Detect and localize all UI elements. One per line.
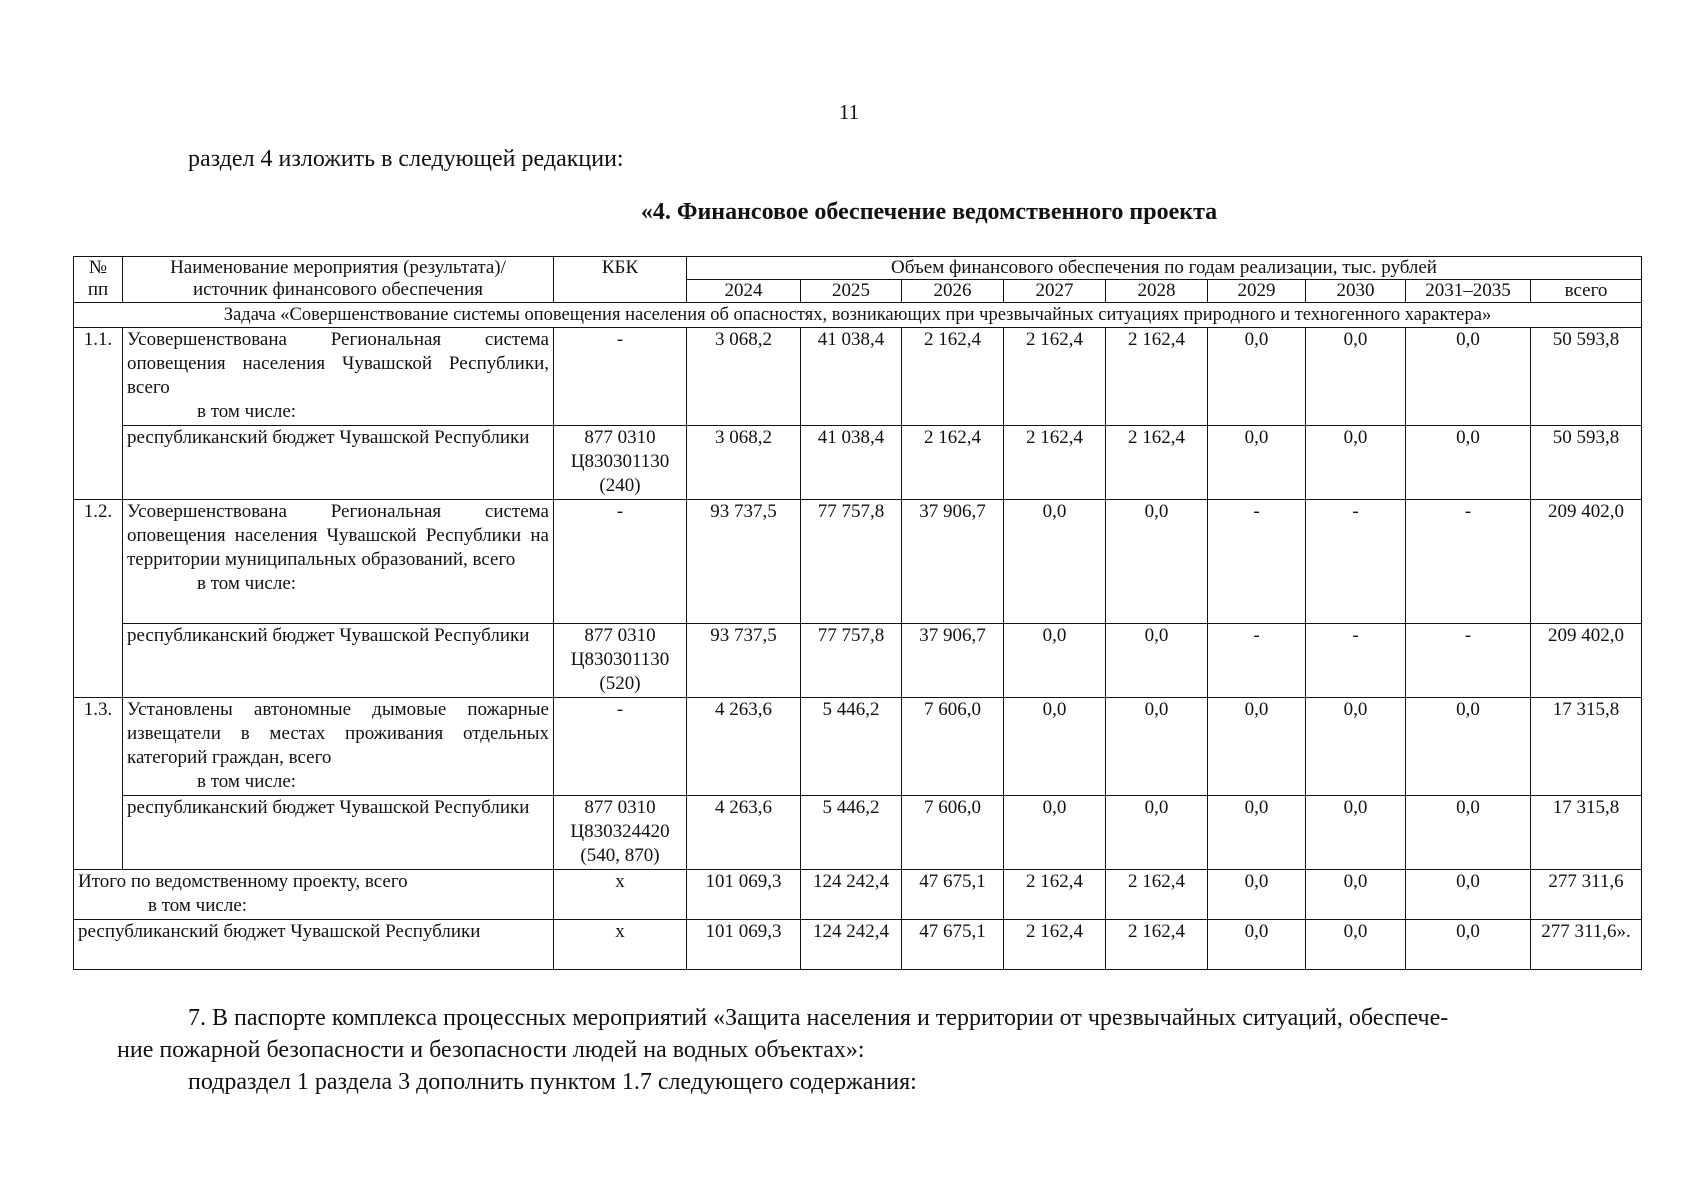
paragraph-7-line1: 7. В паспорте комплекса процессных мероприятий «Защита населения и территории от чрезвычайных ситуаций, обеспече- [188, 1005, 1449, 1031]
value-cell: 77 757,8 [801, 500, 902, 624]
value-cell: 0,0 [1208, 870, 1306, 920]
value-cell-total: 50 593,8 [1531, 426, 1642, 500]
value-cell: 0,0 [1004, 500, 1106, 624]
row-name [123, 500, 554, 624]
value-cell: 124 242,4 [801, 920, 902, 970]
row-kbk: - [554, 328, 687, 426]
total-sub-kbk: x [554, 920, 687, 970]
value-cell: 41 038,4 [801, 426, 902, 500]
value-cell: 5 446,2 [801, 796, 902, 870]
value-cell: 37 906,7 [902, 500, 1004, 624]
row-name-text: Усовершенствована Региональная система оповещения населения Чувашской Республики на территории муниципальных образований, всего [127, 501, 549, 570]
total-row [74, 870, 1642, 920]
value-cell: 3 068,2 [687, 328, 801, 426]
value-cell: 0,0 [1306, 870, 1406, 920]
value-cell: - [1406, 500, 1531, 624]
value-cell: 5 446,2 [801, 698, 902, 796]
task-row [74, 303, 1642, 328]
value-cell: 0,0 [1106, 624, 1208, 698]
row-name [123, 698, 554, 796]
value-cell: - [1208, 624, 1306, 698]
value-cell: 2 162,4 [902, 426, 1004, 500]
row-kbk: - [554, 698, 687, 796]
header-year: 2027 [1004, 280, 1106, 303]
value-cell: 101 069,3 [687, 870, 801, 920]
paragraph-subsection: подраздел 1 раздела 3 дополнить пунктом 1.7 следующего содержания: [188, 1069, 917, 1095]
row-name [123, 328, 554, 426]
header-row-1 [74, 257, 1642, 280]
value-cell: 0,0 [1208, 698, 1306, 796]
subrow-name: республиканский бюджет Чувашской Республики [123, 426, 554, 500]
intro-text: раздел 4 изложить в следующей редакции: [188, 146, 624, 172]
table-subrow [74, 426, 1642, 500]
header-name-line1: Наименование мероприятия (результата)/ [170, 257, 506, 278]
row-including-label: в том числе: [197, 771, 297, 792]
value-cell: 101 069,3 [687, 920, 801, 970]
header-year: 2025 [801, 280, 902, 303]
subrow-kbk: 877 0310 Ц830301130 (520) [554, 624, 687, 698]
header-year: 2029 [1208, 280, 1306, 303]
subrow-name: республиканский бюджет Чувашской Республики [123, 624, 554, 698]
value-cell: - [1306, 624, 1406, 698]
value-cell: 77 757,8 [801, 624, 902, 698]
header-num-line1: № [88, 257, 108, 278]
value-cell: 37 906,7 [902, 624, 1004, 698]
value-cell: 0,0 [1004, 796, 1106, 870]
header-num [74, 257, 123, 303]
value-cell: 0,0 [1306, 796, 1406, 870]
value-cell: 4 263,6 [687, 698, 801, 796]
table-row [74, 500, 1642, 624]
header-year: 2024 [687, 280, 801, 303]
subrow-kbk: 877 0310 Ц830301130 (240) [554, 426, 687, 500]
section-title: «4. Финансовое обеспечение ведомственного проекта [640, 199, 1218, 225]
value-cell: 0,0 [1406, 426, 1531, 500]
value-cell: 93 737,5 [687, 500, 801, 624]
value-cell: - [1208, 500, 1306, 624]
task-title: Задача «Совершенствование системы оповещения населения об опасностях, возникающих при чрезвычайных ситуациях природного и техногенного характера» [74, 303, 1642, 328]
paragraph-7-line2: ние пожарной безопасности и безопасности людей на водных объектах»: [117, 1037, 865, 1063]
row-including-label: в том числе: [197, 401, 297, 422]
page-number: 11 [838, 100, 860, 124]
value-cell: 0,0 [1106, 698, 1208, 796]
row-number: 1.3. [74, 698, 123, 870]
subrow-kbk: 877 0310 Ц830324420 (540, 870) [554, 796, 687, 870]
value-cell: 47 675,1 [902, 870, 1004, 920]
value-cell: 4 263,6 [687, 796, 801, 870]
value-cell: 93 737,5 [687, 624, 801, 698]
value-cell: 0,0 [1208, 426, 1306, 500]
value-cell: 0,0 [1406, 920, 1531, 970]
value-cell: 2 162,4 [902, 328, 1004, 426]
total-kbk: x [554, 870, 687, 920]
value-cell: 2 162,4 [1106, 328, 1208, 426]
header-year: 2026 [902, 280, 1004, 303]
header-num-line2: пп [87, 279, 109, 300]
row-kbk: - [554, 500, 687, 624]
header-name-line2: источник финансового обеспечения [192, 279, 484, 300]
value-cell-total: 17 315,8 [1531, 698, 1642, 796]
value-cell: 7 606,0 [902, 698, 1004, 796]
total-including-label: в том числе: [148, 895, 248, 916]
value-cell: 0,0 [1004, 698, 1106, 796]
table-subrow [74, 624, 1642, 698]
table-subrow [74, 796, 1642, 870]
value-cell: 47 675,1 [902, 920, 1004, 970]
header-year: 2031–2035 [1406, 280, 1531, 303]
header-year: 2028 [1106, 280, 1208, 303]
value-cell-total: 17 315,8 [1531, 796, 1642, 870]
value-cell: 0,0 [1106, 500, 1208, 624]
value-cell: 2 162,4 [1004, 426, 1106, 500]
value-cell: 2 162,4 [1106, 920, 1208, 970]
row-number: 1.1. [74, 328, 123, 500]
table-row [74, 698, 1642, 796]
value-cell: - [1406, 624, 1531, 698]
row-including-label: в том числе: [197, 573, 297, 594]
header-total: всего [1531, 280, 1642, 303]
value-cell: 0,0 [1208, 796, 1306, 870]
total-sub-name: республиканский бюджет Чувашской Республики [74, 920, 554, 970]
paragraph-7 [117, 1002, 1628, 1066]
header-volume: Объем финансового обеспечения по годам реализации, тыс. рублей [687, 257, 1642, 280]
row-number: 1.2. [74, 500, 123, 698]
header-name [123, 257, 554, 303]
value-cell-total: 277 311,6». [1531, 920, 1642, 970]
header-year: 2030 [1306, 280, 1406, 303]
value-cell: 0,0 [1208, 920, 1306, 970]
value-cell: 0,0 [1306, 328, 1406, 426]
total-name-text: Итого по ведомственному проекту, всего [78, 871, 408, 892]
value-cell: 2 162,4 [1004, 920, 1106, 970]
value-cell: - [1306, 500, 1406, 624]
value-cell: 0,0 [1406, 328, 1531, 426]
value-cell: 124 242,4 [801, 870, 902, 920]
value-cell: 0,0 [1208, 328, 1306, 426]
value-cell: 0,0 [1306, 698, 1406, 796]
value-cell: 0,0 [1106, 796, 1208, 870]
value-cell: 2 162,4 [1004, 328, 1106, 426]
value-cell: 0,0 [1406, 870, 1531, 920]
value-cell: 2 162,4 [1106, 426, 1208, 500]
table-row [74, 328, 1642, 426]
value-cell: 3 068,2 [687, 426, 801, 500]
value-cell: 2 162,4 [1004, 870, 1106, 920]
value-cell: 41 038,4 [801, 328, 902, 426]
value-cell: 0,0 [1406, 796, 1531, 870]
value-cell: 0,0 [1306, 426, 1406, 500]
total-subrow [74, 920, 1642, 970]
subrow-name: республиканский бюджет Чувашской Республики [123, 796, 554, 870]
value-cell: 0,0 [1406, 698, 1531, 796]
value-cell-total: 209 402,0 [1531, 624, 1642, 698]
value-cell-total: 50 593,8 [1531, 328, 1642, 426]
value-cell: 7 606,0 [902, 796, 1004, 870]
row-name-text: Усовершенствована Региональная система оповещения населения Чувашской Республики, всего [127, 329, 549, 398]
value-cell-total: 277 311,6 [1531, 870, 1642, 920]
value-cell: 2 162,4 [1106, 870, 1208, 920]
value-cell-total: 209 402,0 [1531, 500, 1642, 624]
financing-table [73, 256, 1642, 970]
row-name-text: Установлены автономные дымовые пожарные извещатели в местах проживания отдельных категорий граждан, всего [127, 699, 549, 768]
header-kbk: КБК [554, 257, 687, 303]
value-cell: 0,0 [1004, 624, 1106, 698]
value-cell: 0,0 [1306, 920, 1406, 970]
total-name [74, 870, 554, 920]
